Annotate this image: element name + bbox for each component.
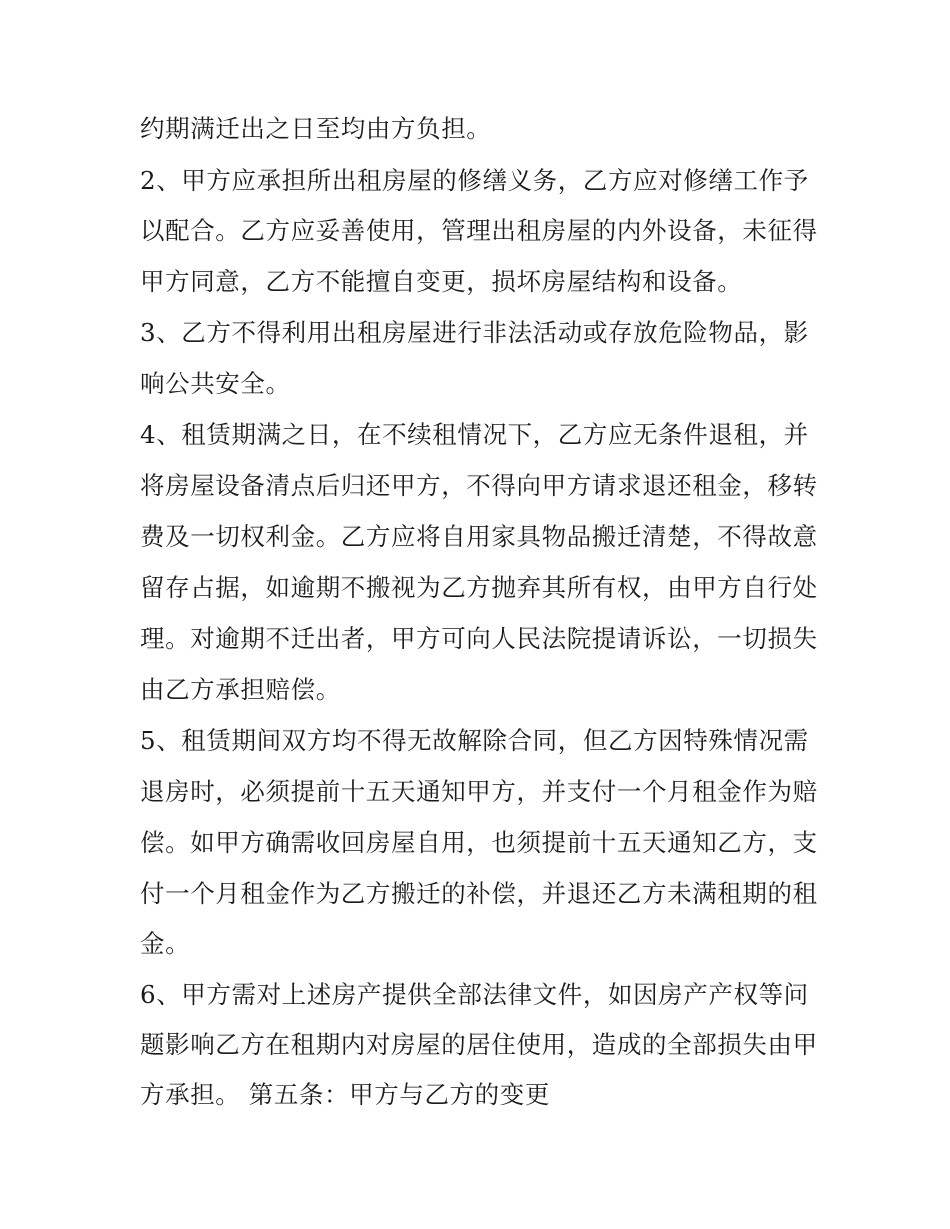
text-line: 3、乙方不得利用出租房屋进行非法活动或存放危险物品，影 <box>140 318 809 347</box>
text-line: 5、租赁期间双方均不得无故解除合同，但乙方因特殊情况需 <box>140 726 809 755</box>
text-line: 题影响乙方在租期内对房屋的居住使用，造成的全部损失由甲 <box>140 1030 818 1059</box>
text-line: 由乙方承担赔偿。 <box>140 675 341 704</box>
text-line: 6、甲方需对上述房产提供全部法律文件，如因房产产权等问 <box>140 980 809 1009</box>
text-line: 以配合。乙方应妥善使用，管理出租房屋的内外设备，未征得 <box>140 216 818 245</box>
text-line: 约期满迁出之日至均由方负担。 <box>140 114 492 143</box>
text-line: 将房屋设备清点后归还甲方，不得向甲方请求退还租金，移转 <box>140 471 818 500</box>
text-line: 理。对逾期不迁出者，甲方可向人民法院提请诉讼，一切损失 <box>140 624 818 653</box>
text-line: 金。 <box>140 929 191 958</box>
text-line: 响公共安全。 <box>140 369 291 398</box>
text-line: 4、租赁期满之日，在不续租情况下，乙方应无条件退租，并 <box>140 420 809 449</box>
text-line: 2、甲方应承担所出租房屋的修缮义务，乙方应对修缮工作予 <box>140 166 809 195</box>
text-line: 退房时，必须提前十五天通知甲方，并支付一个月租金作为赔 <box>140 777 818 806</box>
text-line: 留存占据，如逾期不搬视为乙方抛弃其所有权，由甲方自行处 <box>140 573 818 602</box>
text-line: 方承担。 第五条：甲方与乙方的变更 <box>140 1080 550 1109</box>
text-line: 费及一切权利金。乙方应将自用家具物品搬迁清楚，不得故意 <box>140 522 818 551</box>
text-line: 甲方同意，乙方不能擅自变更，损坏房屋结构和设备。 <box>140 267 743 296</box>
text-line: 偿。如甲方确需收回房屋自用，也须提前十五天通知乙方，支 <box>140 828 818 857</box>
text-line: 付一个月租金作为乙方搬迁的补偿，并退还乙方未满租期的租 <box>140 879 818 908</box>
